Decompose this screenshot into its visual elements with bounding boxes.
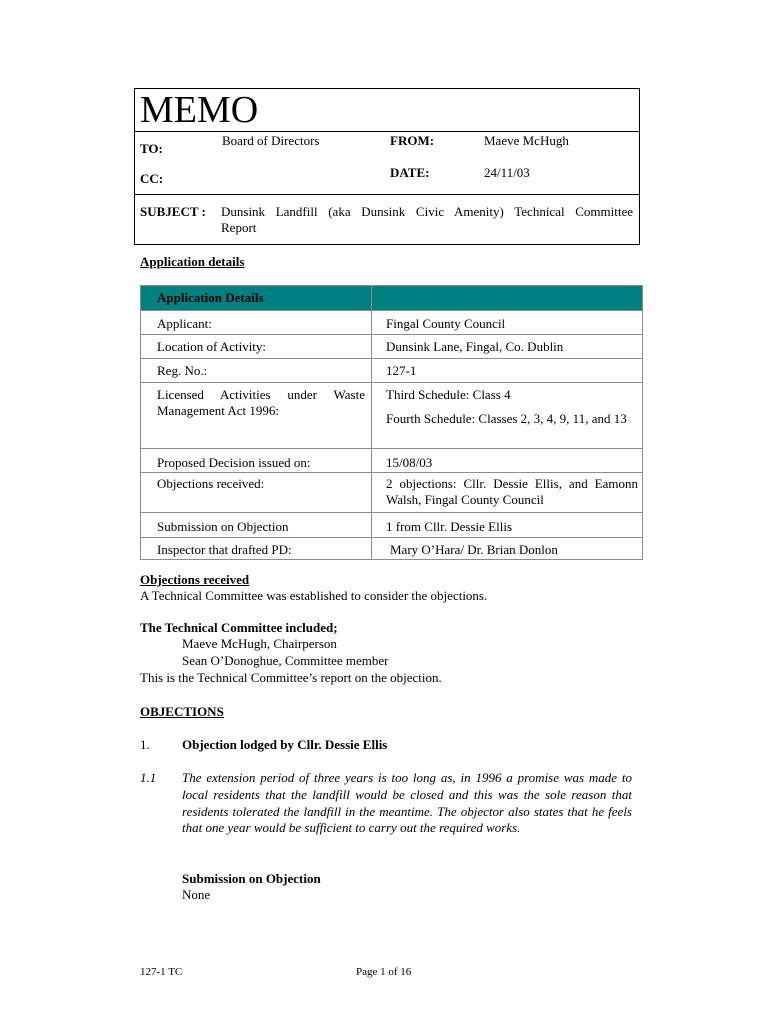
row-label: Objections received: <box>141 473 372 513</box>
table-row <box>141 359 643 383</box>
row-value: Mary O’Hara/ Dr. Brian Donlon <box>372 538 643 560</box>
row-value: 2 objections: Cllr. Dessie Ellis, and Eamonn Walsh, Fingal County Council <box>372 473 643 513</box>
row-value: Dunsink Lane, Fingal, Co. Dublin <box>372 335 643 359</box>
objection-item-title: Objection lodged by Cllr. Dessie Ellis <box>182 737 388 752</box>
objections-heading: OBJECTIONS <box>140 704 224 719</box>
memo-title-divider <box>134 131 639 132</box>
objection-item-number: 1. <box>140 737 150 752</box>
table-header-cell <box>141 286 372 311</box>
from-value: Maeve McHugh <box>484 133 569 148</box>
date-label: DATE: <box>390 165 430 180</box>
row-value: Fingal County Council <box>372 311 643 335</box>
committee-closing: This is the Technical Committee’s report on the objection. <box>140 670 442 685</box>
row-value-secondary: Fourth Schedule: Classes 2, 3, 4, 9, 11, and 13 <box>386 411 627 426</box>
submission-value: None <box>182 887 211 902</box>
row-value: 15/08/03 <box>372 449 643 473</box>
row-value: 1 from Cllr. Dessie Ellis <box>372 513 643 538</box>
footer-page-number: Page 1 of 16 <box>356 966 412 978</box>
application-details-heading: Application details <box>140 254 245 269</box>
footer-reference: 127-1 TC <box>140 966 183 978</box>
memo-title: MEMO <box>140 89 259 131</box>
table-header-row <box>141 286 643 311</box>
to-value: Board of Directors <box>222 133 320 148</box>
table-header-cell-empty <box>372 286 643 311</box>
from-label: FROM: <box>390 133 435 148</box>
committee-member-1: Maeve McHugh, Chairperson <box>182 636 337 651</box>
table-row <box>141 513 643 538</box>
row-label: Licensed Activities under Waste Management Act 1996: <box>141 383 372 449</box>
table-row <box>141 473 643 513</box>
row-value: 127-1 <box>372 359 643 383</box>
row-value: Third Schedule: Class 4 <box>386 387 511 402</box>
row-label: Proposed Decision issued on: <box>141 449 372 473</box>
row-label: Inspector that drafted PD: <box>141 538 372 560</box>
memo-subject-divider <box>134 194 639 195</box>
row-value-cell <box>372 383 643 449</box>
committee-member-2: Sean O’Donoghue, Committee member <box>182 653 389 668</box>
table-row <box>141 311 643 335</box>
subject-line-2: Report <box>221 220 257 235</box>
subject-line-1: Dunsink Landfill (aka Dunsink Civic Amenity) Technical Committee <box>221 204 633 219</box>
objection-subitem-text: The extension period of three years is too long as, in 1996 a promise was made to local residents that the landfill would be closed and this was the sole reason that residents tolerated the landfill in the meantime. The objector also states that he feels that one year would be sufficient to carry out the required works. <box>182 770 632 836</box>
objection-subitem-number: 1.1 <box>140 770 157 785</box>
table-header-label: Application Details <box>157 290 264 305</box>
objections-received-heading: Objections received <box>140 572 250 587</box>
date-value: 24/11/03 <box>484 165 530 180</box>
to-label: TO: <box>140 141 163 156</box>
committee-heading: The Technical Committee included; <box>140 620 338 635</box>
row-label: Applicant: <box>141 311 372 335</box>
row-label: Reg. No.: <box>141 359 372 383</box>
application-details-table <box>140 285 643 560</box>
submission-heading: Submission on Objection <box>182 871 321 886</box>
cc-label: CC: <box>140 171 164 186</box>
table-row <box>141 449 643 473</box>
table-row <box>141 538 643 560</box>
table-row <box>141 383 643 449</box>
row-label: Submission on Objection <box>141 513 372 538</box>
subject-label: SUBJECT : <box>140 204 206 219</box>
table-row <box>141 335 643 359</box>
objections-received-text: A Technical Committee was established to consider the objections. <box>140 588 488 603</box>
row-label: Location of Activity: <box>141 335 372 359</box>
